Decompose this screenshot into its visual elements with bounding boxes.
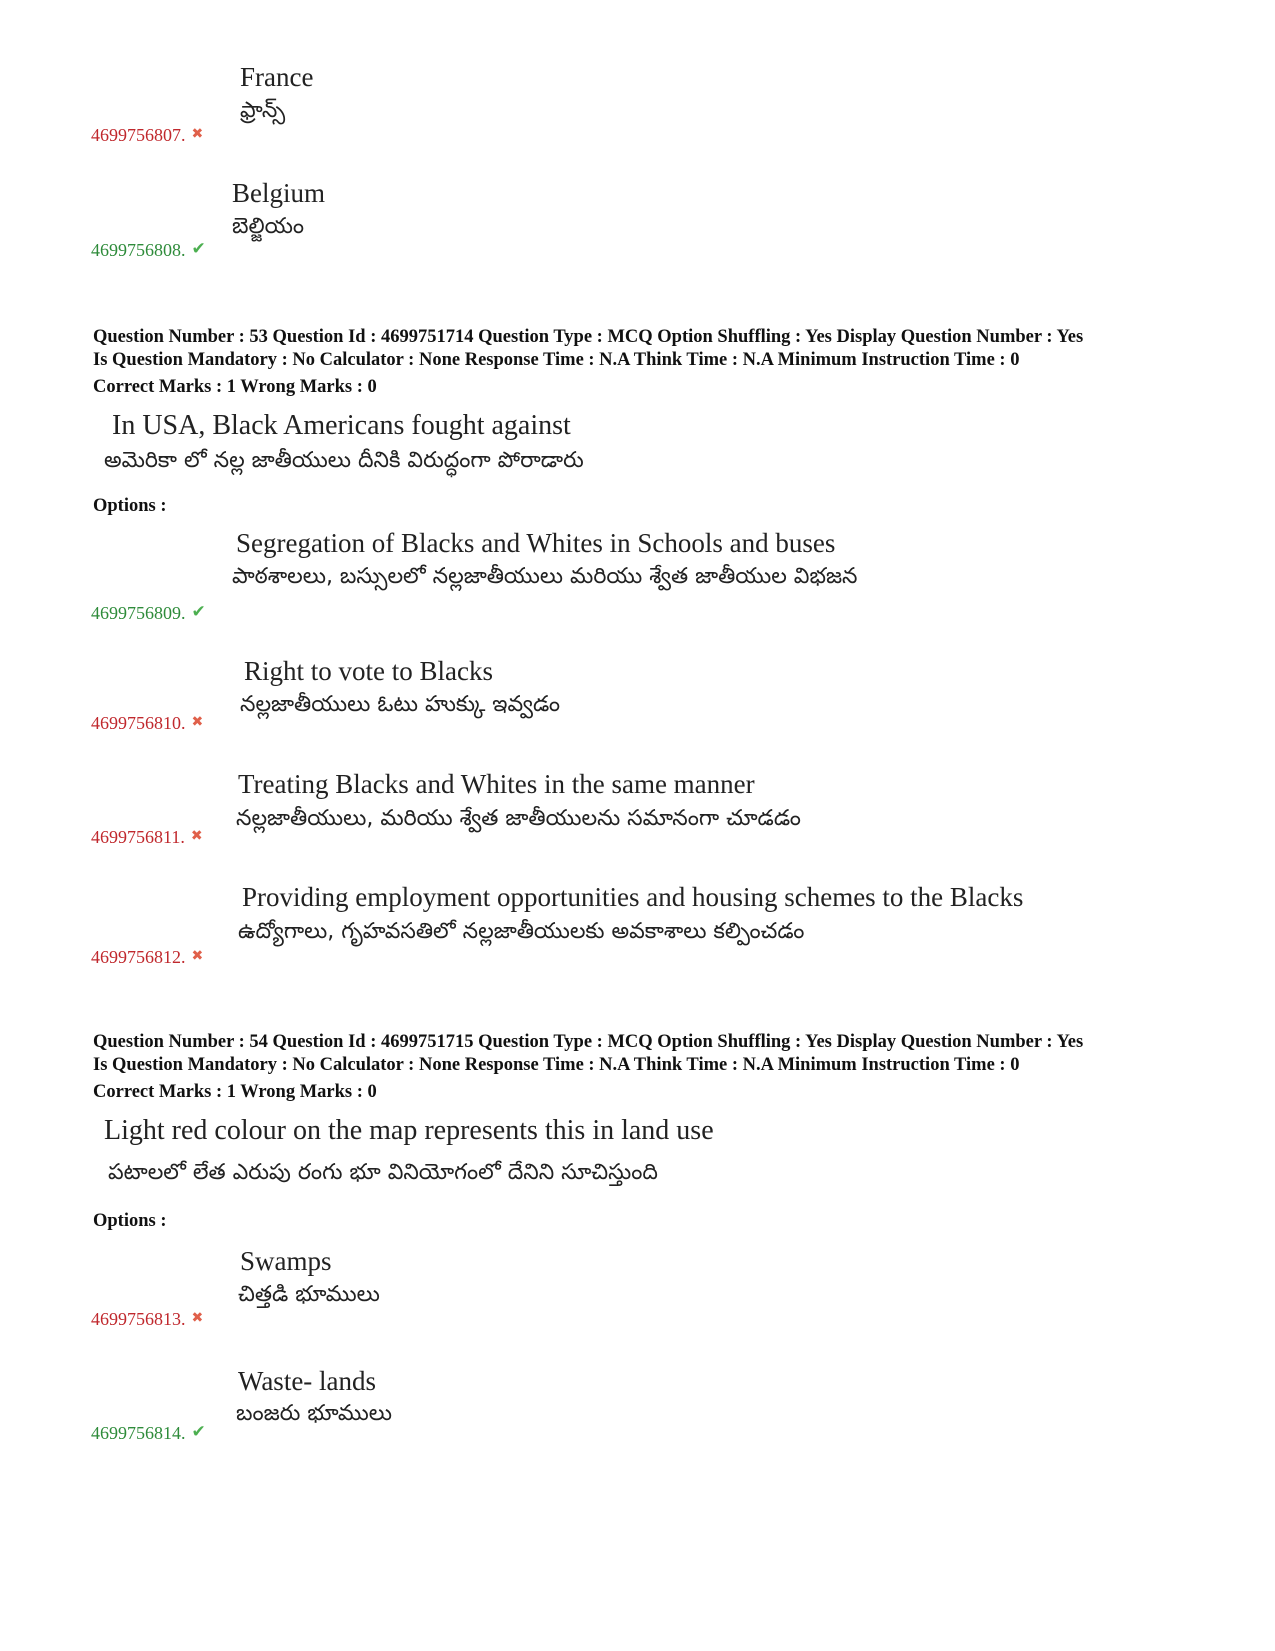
question-meta-line1: Question Number : 53 Question Id : 4699751714 Question Type : MCQ Option Shuffling : Yes Display Question Number : Yes <box>93 327 1084 347</box>
option-text-te: పాఠశాలలు, బస్సులలో నల్లజాతీయులు మరియు శ్వేత జాతీయుల విభజన <box>232 564 858 589</box>
option-text-te: ఫ్రాన్స్ <box>240 98 286 123</box>
question-text-en: Light red colour on the map represents this in land use <box>104 1115 714 1146</box>
wrong-mark-icon: ✖ <box>190 829 203 844</box>
question-text-te: పటాలలో లేత ఎరుపు రంగు భూ వినియోగంలో దేనిని సూచిస్తుంది <box>108 1160 658 1185</box>
option-id: 4699756811. ✖ <box>91 827 203 847</box>
option-text-te: నల్లజాతీయులు, మరియు శ్వేత జాతీయులను సమానంగా చూడడం <box>236 806 801 831</box>
option-text-en: Swamps <box>240 1246 332 1276</box>
wrong-mark-icon: ✖ <box>191 127 204 142</box>
question-meta-line2: Is Question Mandatory : No Calculator : None Response Time : N.A Think Time : N.A Minimum Instruction Time : 0 <box>93 350 1020 370</box>
option-id: 4699756812. ✖ <box>91 947 204 967</box>
option-text-en: Right to vote to Blacks <box>244 656 493 686</box>
option-text-en: Belgium <box>232 178 325 208</box>
question-text-te: అమెరికా లో నల్ల జాతీయులు దీనికి విరుద్ధంగా పోరాడారు <box>104 448 584 473</box>
check-mark-icon: ✔ <box>191 1422 206 1441</box>
option-id: 4699756813. ✖ <box>91 1309 204 1329</box>
check-mark-icon: ✔ <box>191 602 206 621</box>
question-marks: Correct Marks : 1 Wrong Marks : 0 <box>93 1082 377 1102</box>
option-id: 4699756807. ✖ <box>91 125 204 145</box>
option-id: 4699756809. ✔ <box>91 602 206 623</box>
check-mark-icon: ✔ <box>191 239 206 258</box>
question-meta-line2: Is Question Mandatory : No Calculator : None Response Time : N.A Think Time : N.A Minimum Instruction Time : 0 <box>93 1055 1020 1075</box>
options-label: Options : <box>93 1211 167 1231</box>
wrong-mark-icon: ✖ <box>191 715 204 730</box>
option-text-en: Providing employment opportunities and housing schemes to the Blacks <box>242 882 1024 912</box>
option-id: 4699756810. ✖ <box>91 713 204 733</box>
option-id: 4699756814. ✔ <box>91 1422 206 1443</box>
option-text-en: Segregation of Blacks and Whites in Schools and buses <box>236 528 836 558</box>
option-text-te: బెల్జియం <box>232 214 305 239</box>
wrong-mark-icon: ✖ <box>191 949 204 964</box>
option-id: 4699756808. ✔ <box>91 239 206 260</box>
option-text-en: Waste- lands <box>238 1366 377 1396</box>
question-marks: Correct Marks : 1 Wrong Marks : 0 <box>93 377 377 397</box>
option-text-te: ఉద్యోగాలు, గృహవసతిలో నల్లజాతీయులకు అవకాశాలు కల్పించడం <box>238 919 805 944</box>
question-meta-line1: Question Number : 54 Question Id : 4699751715 Question Type : MCQ Option Shuffling : Yes Display Question Number : Yes <box>93 1032 1084 1052</box>
options-label: Options : <box>93 496 167 516</box>
wrong-mark-icon: ✖ <box>191 1311 204 1326</box>
question-text-en: In USA, Black Americans fought against <box>112 410 571 441</box>
option-text-en: France <box>240 62 314 92</box>
option-text-te: బంజరు భూములు <box>236 1401 392 1426</box>
option-text-en: Treating Blacks and Whites in the same manner <box>238 769 755 799</box>
option-text-te: చిత్తడి భూములు <box>238 1282 380 1307</box>
option-text-te: నల్లజాతీయులు ఓటు హుక్కు ఇవ్వడం <box>240 692 561 717</box>
